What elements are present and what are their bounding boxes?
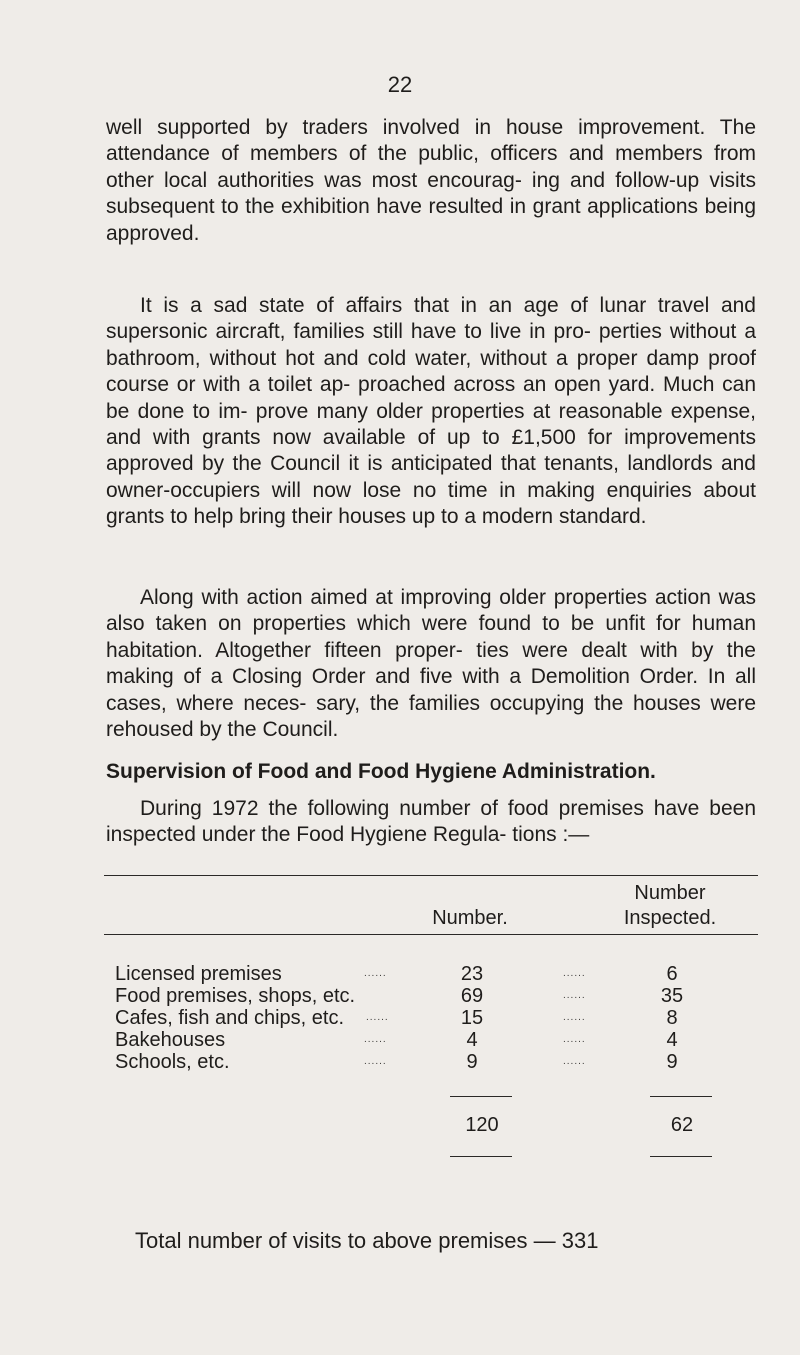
row-inspected: 4 [666,1029,678,1051]
leader-dots: ...... [364,968,387,979]
row-inspected: 9 [666,1051,678,1073]
row-number: 69 [460,985,484,1007]
total-rule-number-top [450,1096,512,1097]
total-number: 120 [465,1114,499,1136]
section-intro-text: During 1972 the following number of food premises have been inspected under the Food Hygiene Regula- tions :— [106,797,756,847]
leader-dots: ...... [364,1034,387,1045]
leader-dots: ...... [563,1034,586,1045]
leader-dots: ...... [563,1012,586,1023]
row-inspected: 35 [660,985,684,1007]
page-number: 22 [387,72,413,97]
total-rule-inspected-bottom [650,1156,712,1157]
row-label: Cafes, fish and chips, etc. [115,1007,345,1029]
total-rule-inspected-top [650,1096,712,1097]
section-heading: Supervision of Food and Food Hygiene Administration. [106,760,656,783]
header-inspected-line1: Number [634,882,706,904]
table-top-rule [104,875,758,876]
total-inspected: 62 [670,1114,694,1136]
row-number: 9 [466,1051,478,1073]
header-inspected-line2: Inspected. [623,907,717,929]
leader-dots: ...... [366,1012,389,1023]
row-number: 23 [460,963,484,985]
paragraph-2-text: It is a sad state of affairs that in an age of lunar travel and supersonic aircraft, families still have to live in pro- perties without a bathroom, without hot and cold water, without a proper damp proof course or with a toilet ap- proached across an open yard. Much can be done to im- prove many older properties at reasonable expense, and with grants now available of up to £1,500 for improvements approved by the Council it is anticipated that tenants, landlords and owner-occupiers will now lose no time in making enquiries about grants to help bring their houses up to a modern standard. [106,294,756,529]
header-number: Number. [432,907,508,929]
leader-dots: ...... [364,1056,387,1067]
paragraph-3-text: Along with action aimed at improving older properties action was also taken on properties which were found to be unfit for human habitation. Altogether fifteen proper- ties were dealt with by the making of a Closing Order and five with a Demolition Order. In all cases, where neces- sary, the families occupying the houses were rehoused by the Council. [106,586,756,742]
row-inspected: 6 [666,963,678,985]
leader-dots: ...... [563,968,586,979]
leader-dots: ...... [563,990,586,1001]
paragraph-1: well supported by traders involved in house improvement. The attendance of members of the public, officers and members from other local authorities was most encourag- ing and follow-up visits subsequent to the exhibition have resulted in grant applications being approved. [106,116,756,245]
row-inspected: 8 [666,1007,678,1029]
row-label: Food premises, shops, etc. [115,985,356,1007]
row-number: 4 [466,1029,478,1051]
paragraph-3 [106,585,756,743]
paragraph-2 [106,293,756,531]
table-header-rule [104,934,758,935]
row-label: Licensed premises [115,963,282,985]
row-number: 15 [460,1007,484,1029]
row-label: Bakehouses [115,1029,226,1051]
total-rule-number-bottom [450,1156,512,1157]
row-label: Schools, etc. [115,1051,230,1073]
leader-dots: ...... [563,1056,586,1067]
total-visits: Total number of visits to above premises — 331 [135,1228,599,1253]
section-intro [106,796,756,849]
